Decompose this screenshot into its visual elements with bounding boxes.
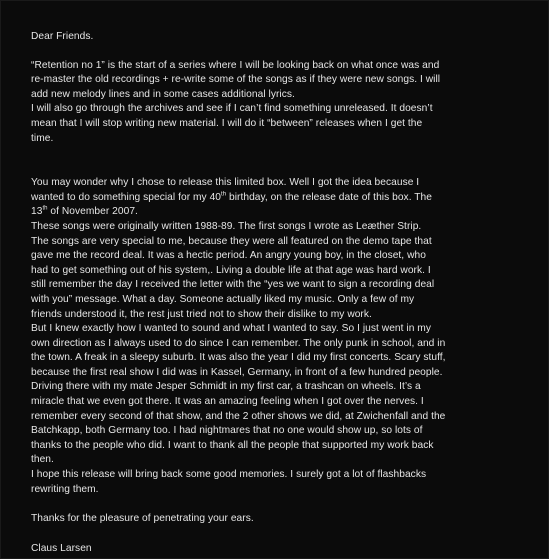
paragraph1-line-5: mean that I will stop writing new material. I will do it “between” releases when I get the <box>31 117 423 129</box>
letter-greeting: Dear Friends. <box>31 31 94 42</box>
spacer <box>31 527 531 542</box>
paragraph1-line-6: time. <box>31 132 54 144</box>
birthday-line-1: You may wonder why I chose to release this limited box. Well I got the idea because I <box>31 177 420 189</box>
birthday-line-2-end: birthday, on the release date of this box. The <box>226 191 432 203</box>
spacer <box>31 146 531 176</box>
paragraph2-line-1: These songs were originally written 1988-89. The first songs I wrote as Leæther Strip. <box>31 220 422 232</box>
paragraph2-line-14: remember every second of that show, and the 2 other shows we did, at Zwichenfall and the <box>31 410 446 422</box>
paragraph2-line-3: gave me the record deal. It was a hectic period. An angry young boy, in the closet, who <box>31 250 426 262</box>
paragraph2-line-9: own direction as I always used to do since I can remember. The only punk in school, and in <box>31 337 446 349</box>
birthday-line-3-end: of November 2007. <box>47 206 138 218</box>
paragraph1-line-2: re-master the old recordings + re-write some of the songs as if they were new songs. I will <box>31 74 441 86</box>
paragraph1-line-3: add new melody lines and in some cases additional lyrics. <box>31 88 295 100</box>
paragraph2-line-11: because the first real show I did was in Kassel, Germany, in front of a few hundred people. <box>31 366 443 378</box>
paragraph2-line-13: miracle that we even got there. It was an amazing feeling when I got over the nerves. I <box>31 396 424 408</box>
paragraph2-line-6: with you” message. What a day. Someone actually liked my music. Only a few of my <box>31 293 415 305</box>
paragraph2-line-18: I hope this release will bring back some good memories. I surely got a lot of flashbacks <box>31 469 427 481</box>
paragraph2-line-12: Driving there with my mate Jesper Schmidt in my first car, a trashcan on wheels. It’s a <box>31 381 421 393</box>
birthday-line-3 <box>31 205 531 220</box>
ordinal-suffix: th <box>42 205 48 212</box>
paragraph2-line-19: rewriting them. <box>31 483 99 495</box>
letter-signature: Claus Larsen <box>31 542 92 554</box>
spacer <box>31 497 531 512</box>
paragraph1-line-4: I will also go through the archives and see if I can’t find something unreleased. It doesn’t <box>31 103 433 115</box>
birthday-line-2-start: wanted to do something special for my 40 <box>31 191 222 203</box>
spacer <box>31 45 531 59</box>
paragraph1-line-1: “Retention no 1” is the start of a series where I will be looking back on what once was and <box>31 59 440 71</box>
birthday-line-2 <box>31 191 531 206</box>
letter-body <box>31 30 531 556</box>
letter-thanks: Thanks for the pleasure of penetrating your ears. <box>31 513 254 525</box>
paragraph2-line-2: The songs are very special to me, because they were all featured on the demo tape that <box>31 235 432 247</box>
paragraph2-line-8: But I knew exactly how I wanted to sound and what I wanted to say. So I just went in my <box>31 323 431 335</box>
paragraph2-line-17: then. <box>31 454 54 466</box>
paragraph2-line-10: the town. A freak in a sleepy suburb. It was also the year I did my first concerts. Scary stuff, <box>31 352 446 364</box>
paragraph2-line-16: thanks to the people who did. I want to thank all the people that supported my work back <box>31 439 434 451</box>
paragraph2-line-7: friends understood it, the rest just tried not to show their dislike to my work. <box>31 308 372 320</box>
birthday-line-3-start: 13 <box>31 206 43 218</box>
paragraph2-line-15: Batchkapp, both Germany too. I had nightmares that no one would show up, so lots of <box>31 425 423 437</box>
ordinal-suffix: th <box>221 191 227 198</box>
paragraph2-line-5: still remember the day I received the letter with the “yes we want to sign a recording deal <box>31 279 435 291</box>
paragraph2-line-4: had to get something out of his system,. Living a double life at that age was hard work. I <box>31 264 431 276</box>
